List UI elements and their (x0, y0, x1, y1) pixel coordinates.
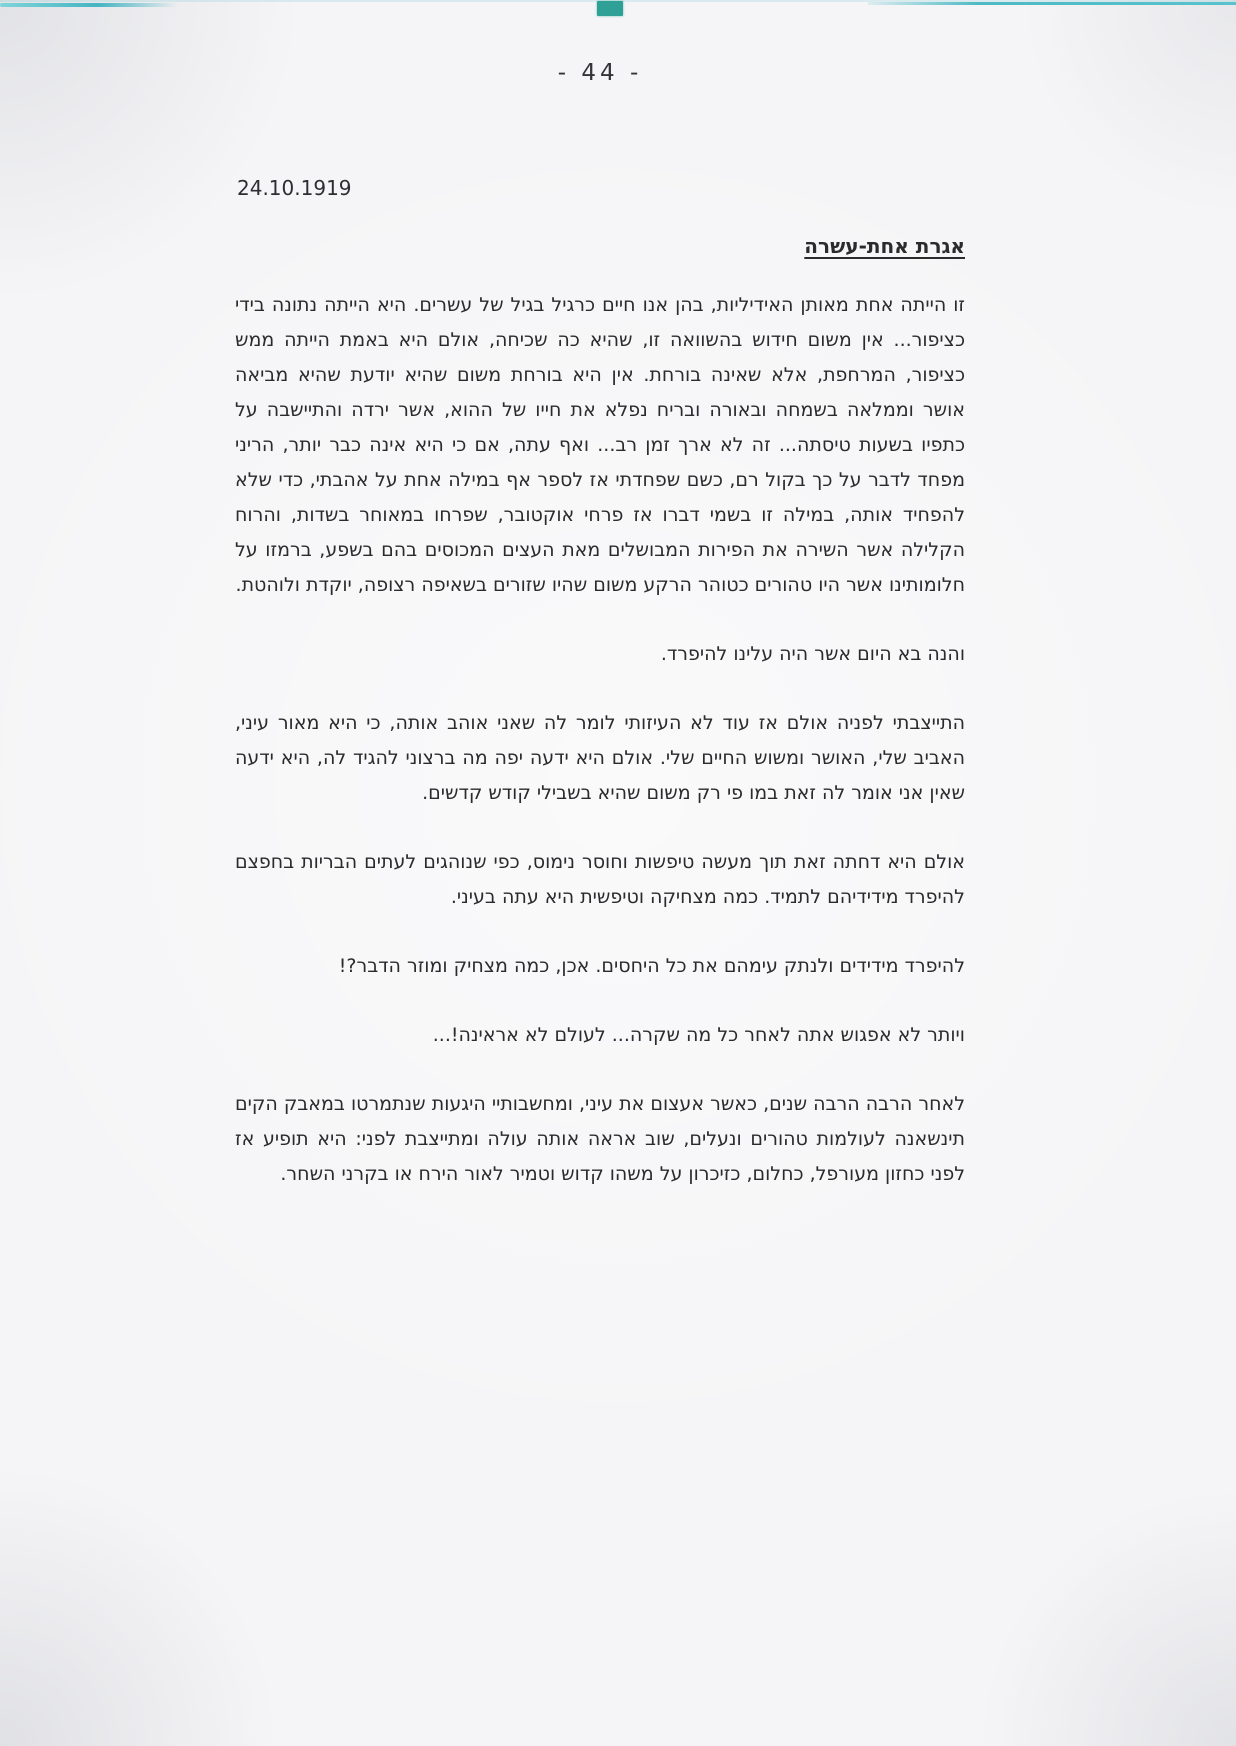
letter-paragraph-1: זו הייתה אחת מאותן האידיליות, בהן אנו חיים כרגיל בגיל של עשרים. היא הייתה נתונה בידי כציפור... אין משום חידוש בהשוואה זו, שהיא כה שכיחה, אולם היא באמת הייתה ממש כציפור, המרחפת, אלא שאינה בורחת. אין היא בורחת משום שהיא יודעת שהיא מביאה אושר וממלאה בשמחה ובאורה ובריח נפלא את חייו של ההוא, אשר ירדה והתיישבה על כתפיו בשעות טיסתה... זה לא ארך זמן רב... ואף עתה, אם כי היא אינה כבר יותר, הריני מפחד לדבר על כך בקול רם, כשם שפחדתי אז לספר אף במילה אחת על אהבתי, כדי שלא להפחיד אותה, במילה זו בשמי דברו אז פרחי אוקטובר, שפרחו במאוחר בשדות, והרוח הקלילה אשר השירה את הפירות המבושלים מאת העצים המכוסים בהם בשפע, ברמזו על חלומותינו אשר היו טהורים כטוהר הרקע משום שהיו שזורים בשאיפה רצופה, יוקדת ולוהטת. (235, 294, 965, 596)
letter-paragraph-5: להיפרד מידידים ולנתק עימהם את כל היחסים. אכן, כמה מצחיק ומוזר הדבר?! (338, 955, 965, 977)
letter-body (235, 288, 965, 1192)
scan-mark-center (597, 1, 623, 16)
scan-streak-right (868, 2, 1236, 5)
scan-streak-left (0, 3, 178, 7)
page-number: - 44 - (557, 60, 643, 86)
letter-paragraph-4: אולם היא דחתה זאת תוך מעשה טיפשות וחוסר נימוס, כפי שנוהגים לעתים הבריות בחפצם להיפרד מידידיהם לתמיד. כמה מצחיקה וטיפשית היא עתה בעיני. (235, 851, 965, 908)
letter-paragraph-6: ויותר לא אפגוש אתה לאחר כל מה שקרה... לעולם לא אראינה!... (432, 1024, 965, 1046)
letter-date: 24.10.1919 (237, 176, 352, 200)
letter-paragraph-3: התייצבתי לפניה אולם אז עוד לא העיזותי לומר לה שאני אוהב אותה, כי היא מאור עיני, האביב שלי, האושר ומשוש החיים שלי. אולם היא ידעה יפה מה ברצוני להגיד לה, היא ידעה שאין אני אומר לה זאת במו פי רק משום שהיא בשבילי קודש קדשים. (235, 712, 965, 804)
letter-title: אגרת אחת-עשרה (804, 234, 965, 258)
letter-paragraph-7: לאחר הרבה הרבה שנים, כאשר אעצום את עיני, ומחשבותיי היגעות שנתמרטו במאבק הקים תינשאנה לעולמות טהורים ונעלים, שוב אראה אותה עולה ומתייצבת לפני: היא תופיע אז לפני כחזון מעורפל, כחלום, כזיכרון על משהו קדוש וטמיר לאור הירח או בקרני השחר. (235, 1093, 965, 1185)
letter-paragraph-2: והנה בא היום אשר היה עלינו להיפרד. (660, 643, 965, 665)
